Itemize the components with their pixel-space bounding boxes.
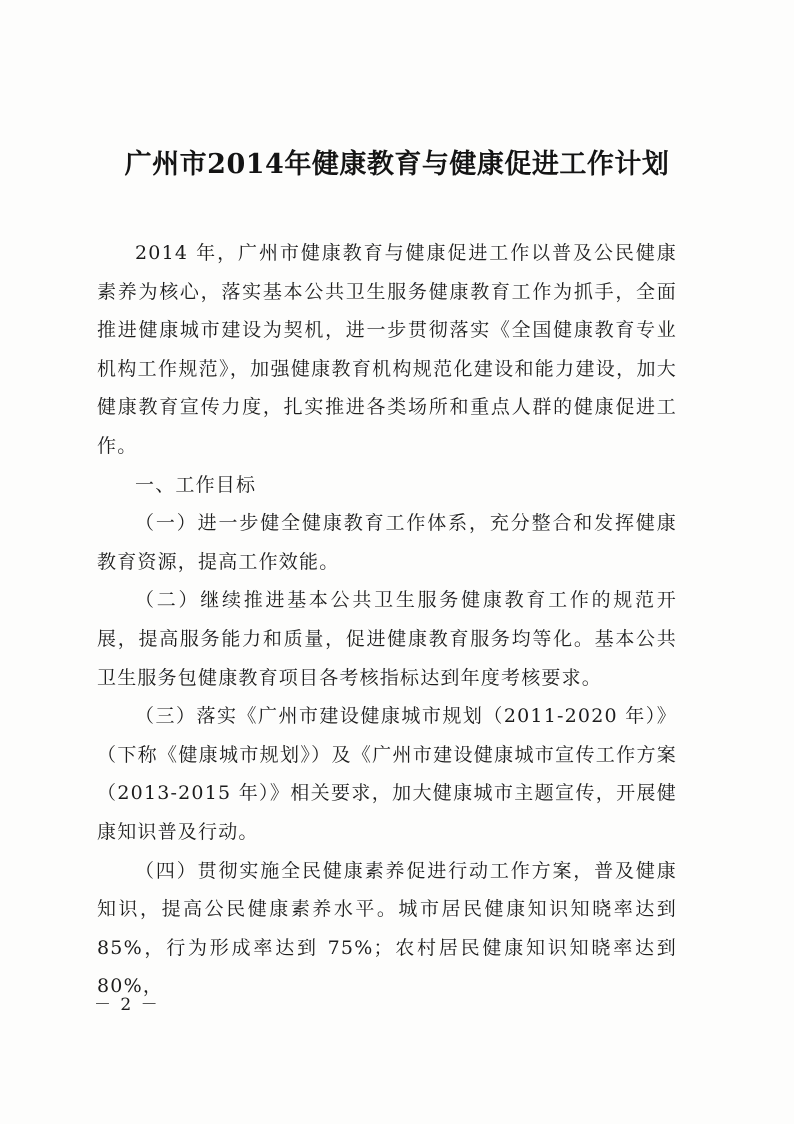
document-title: 广州市2014年健康教育与健康促进工作计划 [124, 149, 670, 180]
page-number: － 2 － [94, 995, 160, 1015]
section-heading-work-goals: 一、工作目标 [135, 473, 257, 496]
goal-paragraph-1: （一）进一步健全健康教育工作体系，充分整合和发挥健康教育资源，提高工作效能。 [97, 512, 677, 573]
goal-paragraph-3: （三）落实《广州市建设健康城市规划（2011-2020 年）》（下称《健康城市规划》）及《广州市建设健康城市宣传工作方案（2013-2015 年）》相关要求，加大健康城市主题宣传，开展健康知识普及行动。 [97, 705, 677, 843]
goal-paragraph-4: （四）贯彻实施全民健康素养促进行动工作方案，普及健康知识，提高公民健康素养水平。城市居民健康知识知晓率达到85%，行为形成率达到 75%；农村居民健康知识知晓率达到 80%， [97, 859, 677, 998]
document-body [97, 234, 677, 1006]
intro-paragraph: 2014 年，广州市健康教育与健康促进工作以普及公民健康素养为核心，落实基本公共卫生服务健康教育工作为抓手，全面推进健康城市建设为契机，进一步贯彻落实《全国健康教育专业机构工作规范》，加强健康教育机构规范化建设和能力建设，加大健康教育宣传力度，扎实推进各类场所和重点人群的健康促进工作。 [97, 242, 677, 457]
goal-paragraph-2: （二）继续推进基本公共卫生服务健康教育工作的规范开展，提高服务能力和质量，促进健康教育服务均等化。基本公共卫生服务包健康教育项目各考核指标达到年度考核要求。 [97, 589, 677, 689]
